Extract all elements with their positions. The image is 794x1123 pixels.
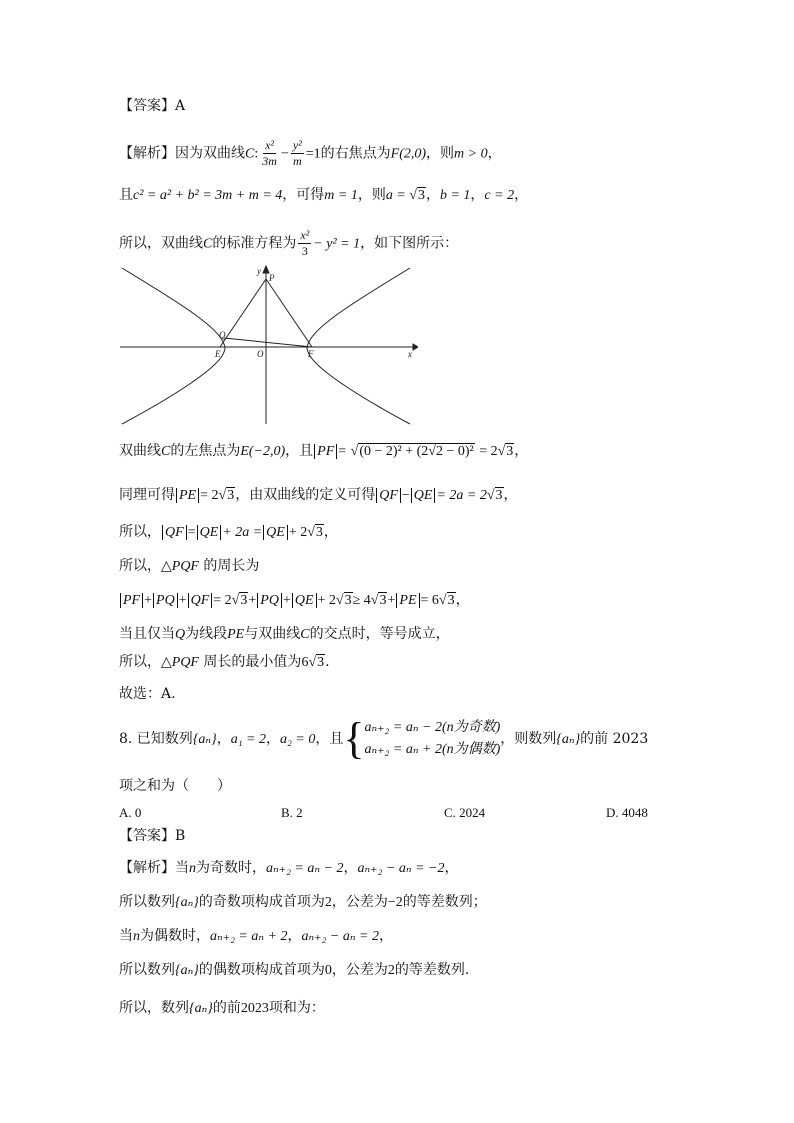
math: 3 bbox=[447, 593, 455, 608]
sqrt-sign: √ bbox=[438, 593, 447, 608]
numerator: x² bbox=[265, 138, 275, 152]
segment-QF bbox=[224, 338, 312, 347]
math: − y² = 1 bbox=[313, 236, 361, 252]
math: {aₙ} bbox=[175, 963, 199, 978]
text: ， bbox=[514, 443, 529, 459]
text: ，可得 bbox=[282, 187, 325, 203]
answer-line-q8: 【答案】B bbox=[119, 828, 186, 844]
math: PE bbox=[396, 593, 419, 608]
segment-PE bbox=[220, 279, 266, 347]
math: = bbox=[338, 444, 347, 459]
math: 3 bbox=[344, 593, 352, 608]
text: 同理可得 bbox=[119, 487, 175, 503]
math: QF bbox=[162, 525, 187, 540]
text: 的左焦点为 bbox=[170, 443, 241, 459]
sqrt-sign: √ bbox=[335, 593, 344, 608]
numerator: y² bbox=[292, 138, 302, 152]
text: 所以数列 bbox=[119, 894, 175, 910]
q8-analysis-line-3 bbox=[119, 926, 393, 947]
analysis-line-4 bbox=[119, 441, 528, 462]
text: 的标准方程为 bbox=[212, 235, 297, 252]
math: + 2a = bbox=[222, 525, 263, 540]
math: aₙ₊₂ = aₙ + 2 bbox=[210, 929, 288, 944]
sqrt-sign: √ bbox=[350, 444, 359, 459]
option-d[interactable]: D. 4048 bbox=[606, 805, 648, 820]
fraction bbox=[298, 228, 311, 259]
math: C bbox=[300, 627, 310, 642]
analysis-line-6 bbox=[119, 522, 338, 543]
label-x: x bbox=[408, 349, 412, 359]
text: ， bbox=[379, 928, 393, 944]
text: ，公差为 bbox=[331, 894, 388, 910]
text: ， bbox=[266, 731, 281, 747]
math: E(−2,0) bbox=[240, 444, 286, 459]
text: 所以，双曲线 bbox=[119, 235, 203, 252]
math: PE bbox=[176, 488, 199, 503]
math: PQ bbox=[153, 593, 178, 608]
q8-analysis-line-4 bbox=[119, 960, 469, 981]
text: . bbox=[325, 654, 330, 670]
text: ，则 bbox=[426, 145, 455, 162]
text: 的前 2023 bbox=[580, 731, 649, 747]
label-Q: Q bbox=[219, 330, 226, 340]
math: 2 bbox=[387, 963, 395, 978]
text: ， bbox=[503, 487, 518, 503]
analysis-line-7 bbox=[119, 556, 259, 577]
sqrt-sign: √ bbox=[409, 188, 417, 203]
text: 为偶数时， bbox=[140, 928, 210, 944]
math: QF bbox=[376, 488, 401, 503]
q8-analysis-line-2 bbox=[119, 892, 487, 913]
math: Q bbox=[175, 627, 186, 642]
math: PE bbox=[227, 627, 245, 642]
text: 的前 bbox=[212, 1000, 241, 1016]
text: ，公差为 bbox=[331, 962, 388, 978]
text: ，且 bbox=[285, 443, 314, 459]
math: + bbox=[178, 593, 187, 608]
text: 当 bbox=[175, 860, 189, 876]
math: 3 bbox=[227, 488, 235, 503]
text: 当且仅当 bbox=[119, 626, 175, 642]
text: 的偶数项构成首项为 bbox=[198, 962, 325, 978]
analysis-tag: 【解析】 bbox=[119, 860, 175, 876]
option-b[interactable]: B. 2 bbox=[281, 805, 303, 820]
math: 3 bbox=[240, 593, 248, 608]
denominator: m bbox=[292, 154, 302, 168]
math: b = 1 bbox=[439, 188, 471, 203]
math: = 2 bbox=[213, 593, 232, 608]
math: : bbox=[254, 146, 259, 162]
math: m = 1 bbox=[324, 188, 358, 203]
math: = 2 bbox=[200, 488, 219, 503]
math: PF bbox=[120, 593, 143, 608]
text: ，且 bbox=[315, 731, 344, 747]
text: 所以， bbox=[119, 524, 161, 540]
math: −2 bbox=[387, 895, 403, 910]
text: 项和为： bbox=[268, 1000, 325, 1016]
label-F: F bbox=[308, 349, 314, 359]
math: ≥ 4 bbox=[352, 593, 371, 608]
hyperbola-right-branch bbox=[307, 268, 410, 424]
math: △PQF bbox=[161, 559, 199, 574]
q8-analysis-line-1 bbox=[119, 858, 458, 879]
text: 所以，数列 bbox=[119, 1000, 189, 1016]
math: 3 bbox=[315, 525, 323, 540]
text: ， bbox=[487, 145, 502, 162]
text: ， bbox=[216, 731, 231, 747]
math: QE bbox=[263, 525, 288, 540]
text: ， bbox=[323, 524, 338, 540]
text: ， bbox=[455, 592, 470, 608]
answer-line-q7: 【答案】A bbox=[119, 98, 186, 114]
analysis-line-10 bbox=[119, 652, 330, 673]
math: + bbox=[282, 593, 291, 608]
math: c² = a² + b² = 3m + m = 4 bbox=[133, 188, 283, 203]
math: n bbox=[189, 861, 196, 876]
text: 为线段 bbox=[185, 626, 228, 642]
math: + bbox=[248, 593, 257, 608]
math: = 6 bbox=[420, 593, 439, 608]
analysis-tag: 【解析】 bbox=[119, 145, 175, 162]
text: 8. 已知数列 bbox=[119, 731, 193, 747]
math: C bbox=[203, 236, 213, 252]
text: 双曲线 bbox=[119, 443, 161, 459]
fraction bbox=[260, 138, 279, 169]
text: 的奇数项构成首项为 bbox=[198, 894, 325, 910]
label-O: O bbox=[257, 349, 264, 359]
math: C bbox=[161, 444, 171, 459]
analysis-line-9 bbox=[119, 624, 450, 645]
text: ， bbox=[287, 928, 302, 944]
math: QF bbox=[188, 593, 213, 608]
q8-analysis-line-5 bbox=[119, 998, 325, 1019]
segment-PF bbox=[266, 279, 312, 347]
denominator: 3m bbox=[262, 154, 277, 168]
math: {aₙ} bbox=[175, 895, 199, 910]
math: 0 bbox=[324, 963, 332, 978]
numerator: x² bbox=[300, 228, 310, 242]
analysis-line-5 bbox=[119, 485, 518, 506]
text: ， bbox=[514, 187, 529, 203]
text: 与双曲线 bbox=[244, 626, 301, 642]
left-brace: { bbox=[343, 714, 365, 763]
sqrt-sign: √ bbox=[307, 525, 315, 540]
label-E: E bbox=[215, 349, 221, 359]
math: =1 bbox=[305, 146, 321, 162]
recurrence-even: aₙ₊₂ = aₙ + 2(n为偶数) bbox=[364, 742, 501, 757]
math: QE bbox=[411, 488, 436, 503]
text: 的交点时，等号成立， bbox=[309, 626, 450, 642]
sqrt-sign: √ bbox=[231, 593, 240, 608]
text: ， bbox=[425, 187, 440, 203]
sqrt-sign: √ bbox=[218, 488, 227, 503]
text: ， bbox=[444, 860, 459, 876]
text: 为奇数时， bbox=[196, 860, 266, 876]
math: 3 bbox=[379, 593, 387, 608]
math: {aₙ} bbox=[556, 732, 581, 747]
math: PQ bbox=[257, 593, 282, 608]
math: − bbox=[401, 488, 410, 503]
math: + bbox=[144, 593, 153, 608]
math: {aₙ} bbox=[189, 1001, 213, 1016]
math: QE bbox=[197, 525, 222, 540]
math: PF bbox=[314, 444, 337, 459]
label-y: y bbox=[257, 266, 261, 276]
text: 所以数列 bbox=[119, 962, 175, 978]
option-a[interactable]: A. 0 bbox=[119, 805, 142, 820]
sqrt-sign: √ bbox=[486, 488, 495, 503]
math: {aₙ} bbox=[192, 732, 217, 747]
text: ，则 bbox=[357, 187, 386, 203]
math: a₂ = 0 bbox=[280, 732, 316, 747]
fraction bbox=[291, 138, 304, 169]
math: + bbox=[387, 593, 396, 608]
text: 周长的最小值为 bbox=[198, 654, 302, 670]
math: c = 2 bbox=[484, 188, 515, 203]
text: 因为双曲线 bbox=[175, 145, 245, 162]
text: ，如下图所示： bbox=[360, 235, 459, 252]
math: = 2a = 2 bbox=[436, 488, 487, 503]
math: C bbox=[245, 146, 255, 162]
option-c[interactable]: C. 2024 bbox=[444, 805, 486, 820]
question-8-stem-cont: 项之和为（ ） bbox=[119, 778, 231, 794]
text: 所以， bbox=[119, 558, 161, 574]
text: ， bbox=[470, 187, 485, 203]
math: m > 0 bbox=[454, 146, 488, 162]
math: n bbox=[133, 929, 140, 944]
text: 的等差数列； bbox=[402, 894, 487, 910]
math: a = bbox=[385, 188, 410, 203]
math: 3 bbox=[317, 655, 325, 670]
text: ，由双曲线的定义可得 bbox=[235, 487, 376, 503]
math: + 2 bbox=[288, 525, 308, 540]
x-axis-arrow bbox=[413, 344, 418, 350]
recurrence-system bbox=[364, 717, 500, 761]
analysis-line-2 bbox=[119, 185, 528, 206]
math: + 2 bbox=[317, 593, 336, 608]
sqrt-sign: √ bbox=[308, 655, 317, 670]
math: aₙ₊₂ − aₙ = 2 bbox=[301, 929, 379, 944]
text: 的右焦点为 bbox=[320, 145, 391, 162]
math: 2023 bbox=[240, 1001, 269, 1016]
hyperbola-left-branch bbox=[122, 268, 225, 424]
question-8-stem bbox=[119, 714, 649, 763]
math: F(2,0) bbox=[390, 146, 427, 162]
math: 2 bbox=[324, 895, 332, 910]
math: aₙ₊₂ = aₙ − 2 bbox=[266, 861, 344, 876]
math: = bbox=[187, 525, 196, 540]
math: 3 bbox=[417, 188, 425, 203]
math: = 2 bbox=[479, 444, 498, 459]
math: △PQF bbox=[161, 655, 199, 670]
sqrt-sign: √ bbox=[497, 444, 506, 459]
math: a₁ = 2 bbox=[230, 732, 267, 747]
y-axis-arrow bbox=[263, 266, 269, 273]
text: ， bbox=[343, 860, 358, 876]
math: QE bbox=[292, 593, 317, 608]
denominator: 3 bbox=[301, 244, 308, 258]
math: 6 bbox=[301, 655, 309, 670]
text: 的等差数列. bbox=[394, 962, 470, 978]
sqrt-sign: √ bbox=[370, 593, 379, 608]
text: 当 bbox=[119, 928, 133, 944]
math: 3 bbox=[506, 444, 514, 459]
math: − bbox=[280, 146, 289, 162]
recurrence-odd: aₙ₊₂ = aₙ − 2(n为奇数) bbox=[364, 720, 501, 735]
label-P: P bbox=[269, 273, 275, 283]
math: aₙ₊₂ − aₙ = −2 bbox=[357, 861, 445, 876]
text: 所以， bbox=[119, 654, 161, 670]
analysis-line-3 bbox=[119, 228, 458, 259]
text: 的周长为 bbox=[198, 558, 260, 574]
text: 且 bbox=[119, 187, 133, 203]
analysis-line-8 bbox=[119, 590, 470, 611]
hyperbola-figure bbox=[118, 262, 418, 426]
conclusion-q7: 故选：A. bbox=[119, 686, 176, 702]
math: 3 bbox=[495, 488, 503, 503]
math: (0 − 2)² + (2√2 − 0)² bbox=[359, 444, 474, 459]
analysis-line-1 bbox=[119, 138, 502, 169]
text: ，则数列 bbox=[500, 731, 557, 747]
